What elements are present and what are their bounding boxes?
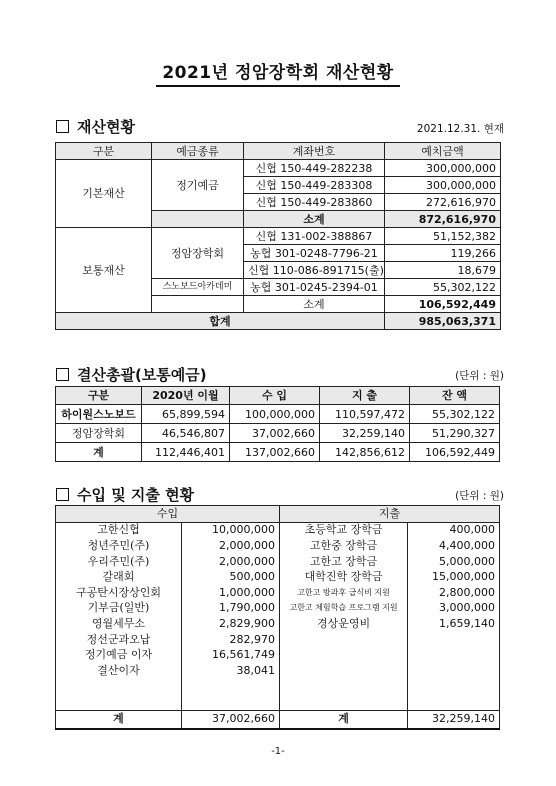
checkbox-square-icon (56, 120, 69, 133)
unit-label: (단위 : 원) (455, 370, 504, 382)
table-row: 보통재산 정암장학회 신협 131-002-388867 51,152,382 (56, 228, 501, 245)
section-asset-status-heading: 재산현황 (56, 116, 135, 137)
table-header-row: 구분 2020년 이월 수 입 지 출 잔 액 (56, 387, 500, 405)
document-title: 2021년 정암장학회 재산현황 (0, 58, 556, 87)
table-row: 농협 301-0248-7796-21 119,266 (56, 245, 501, 262)
table-row: 신협 110-086-891715(출) 18,679 (56, 262, 501, 279)
unit-label: (단위 : 원) (455, 490, 504, 502)
table-row: 정암장학회 46,546,807 37,002,660 32,259,140 51,290,327 (56, 424, 500, 443)
table-row: 정선군과오납 282,970 (56, 632, 500, 648)
table-row: 신협 150-449-283308 300,000,000 (56, 177, 501, 194)
section-settlement-heading: 결산총괄(보통예금) (56, 364, 207, 385)
table-header-row: 구분 예금종류 계좌번호 예치금액 (56, 143, 501, 160)
table-row: 고한신협 10,000,000 초등학교 장학금 400,000 (56, 522, 500, 538)
table-row: 신협 150-449-283860 272,616,970 (56, 194, 501, 211)
table-row: 우리주민(주) 2,000,000 고한고 장학금 5,000,000 (56, 554, 500, 570)
table-row: 기본재산 정기예금 신협 150-449-282238 300,000,000 (56, 160, 501, 177)
table-row: 결산이자 38,041 (56, 663, 500, 679)
table-row: 구공탄시장상인회 1,000,000 고한고 방과후 급식비 지원 2,800,000 (56, 585, 500, 601)
checkbox-square-icon (56, 488, 69, 501)
total-row: 계 112,446,401 137,002,660 142,856,612 106,592,449 (56, 443, 500, 462)
table-row: 청년주민(주) 2,000,000 고한중 장학금 4,400,000 (56, 538, 500, 554)
page-number: -1- (271, 746, 285, 757)
table-row: 기부금(일반) 1,790,000 고한고 체험학습 프로그램 지원 3,000,000 (56, 601, 500, 617)
section-income-expense-heading: 수입 및 지출 현황 (56, 484, 194, 505)
table-row (56, 694, 500, 710)
settlement-table (55, 386, 500, 462)
income-expense-table (55, 505, 500, 730)
as-of-date: 2021.12.31. 현재 (416, 123, 504, 135)
subtotal-row: 소계 872,616,970 (56, 211, 501, 228)
table-row: 정기예금 이자 16,561,749 (56, 647, 500, 663)
table-header-row: 수입 지출 (56, 506, 500, 523)
table-row: 스노보드아카데미 농협 301-0245-2394-01 55,302,122 (56, 279, 501, 296)
asset-status-table (55, 142, 501, 330)
table-row: 영월세무소 2,829,900 경상운영비 1,659,140 (56, 616, 500, 632)
table-row (56, 679, 500, 695)
total-row: 합계 985,063,371 (56, 313, 501, 330)
subtotal-row: 소계 106,592,449 (56, 296, 501, 313)
total-row: 계 37,002,660 계 32,259,140 (56, 710, 500, 729)
checkbox-square-icon (56, 368, 69, 381)
table-row: 갈래회 500,000 대학진학 장학금 15,000,000 (56, 569, 500, 585)
table-row: 하이원스노보드 65,899,594 100,000,000 110,597,472 55,302,122 (56, 405, 500, 424)
